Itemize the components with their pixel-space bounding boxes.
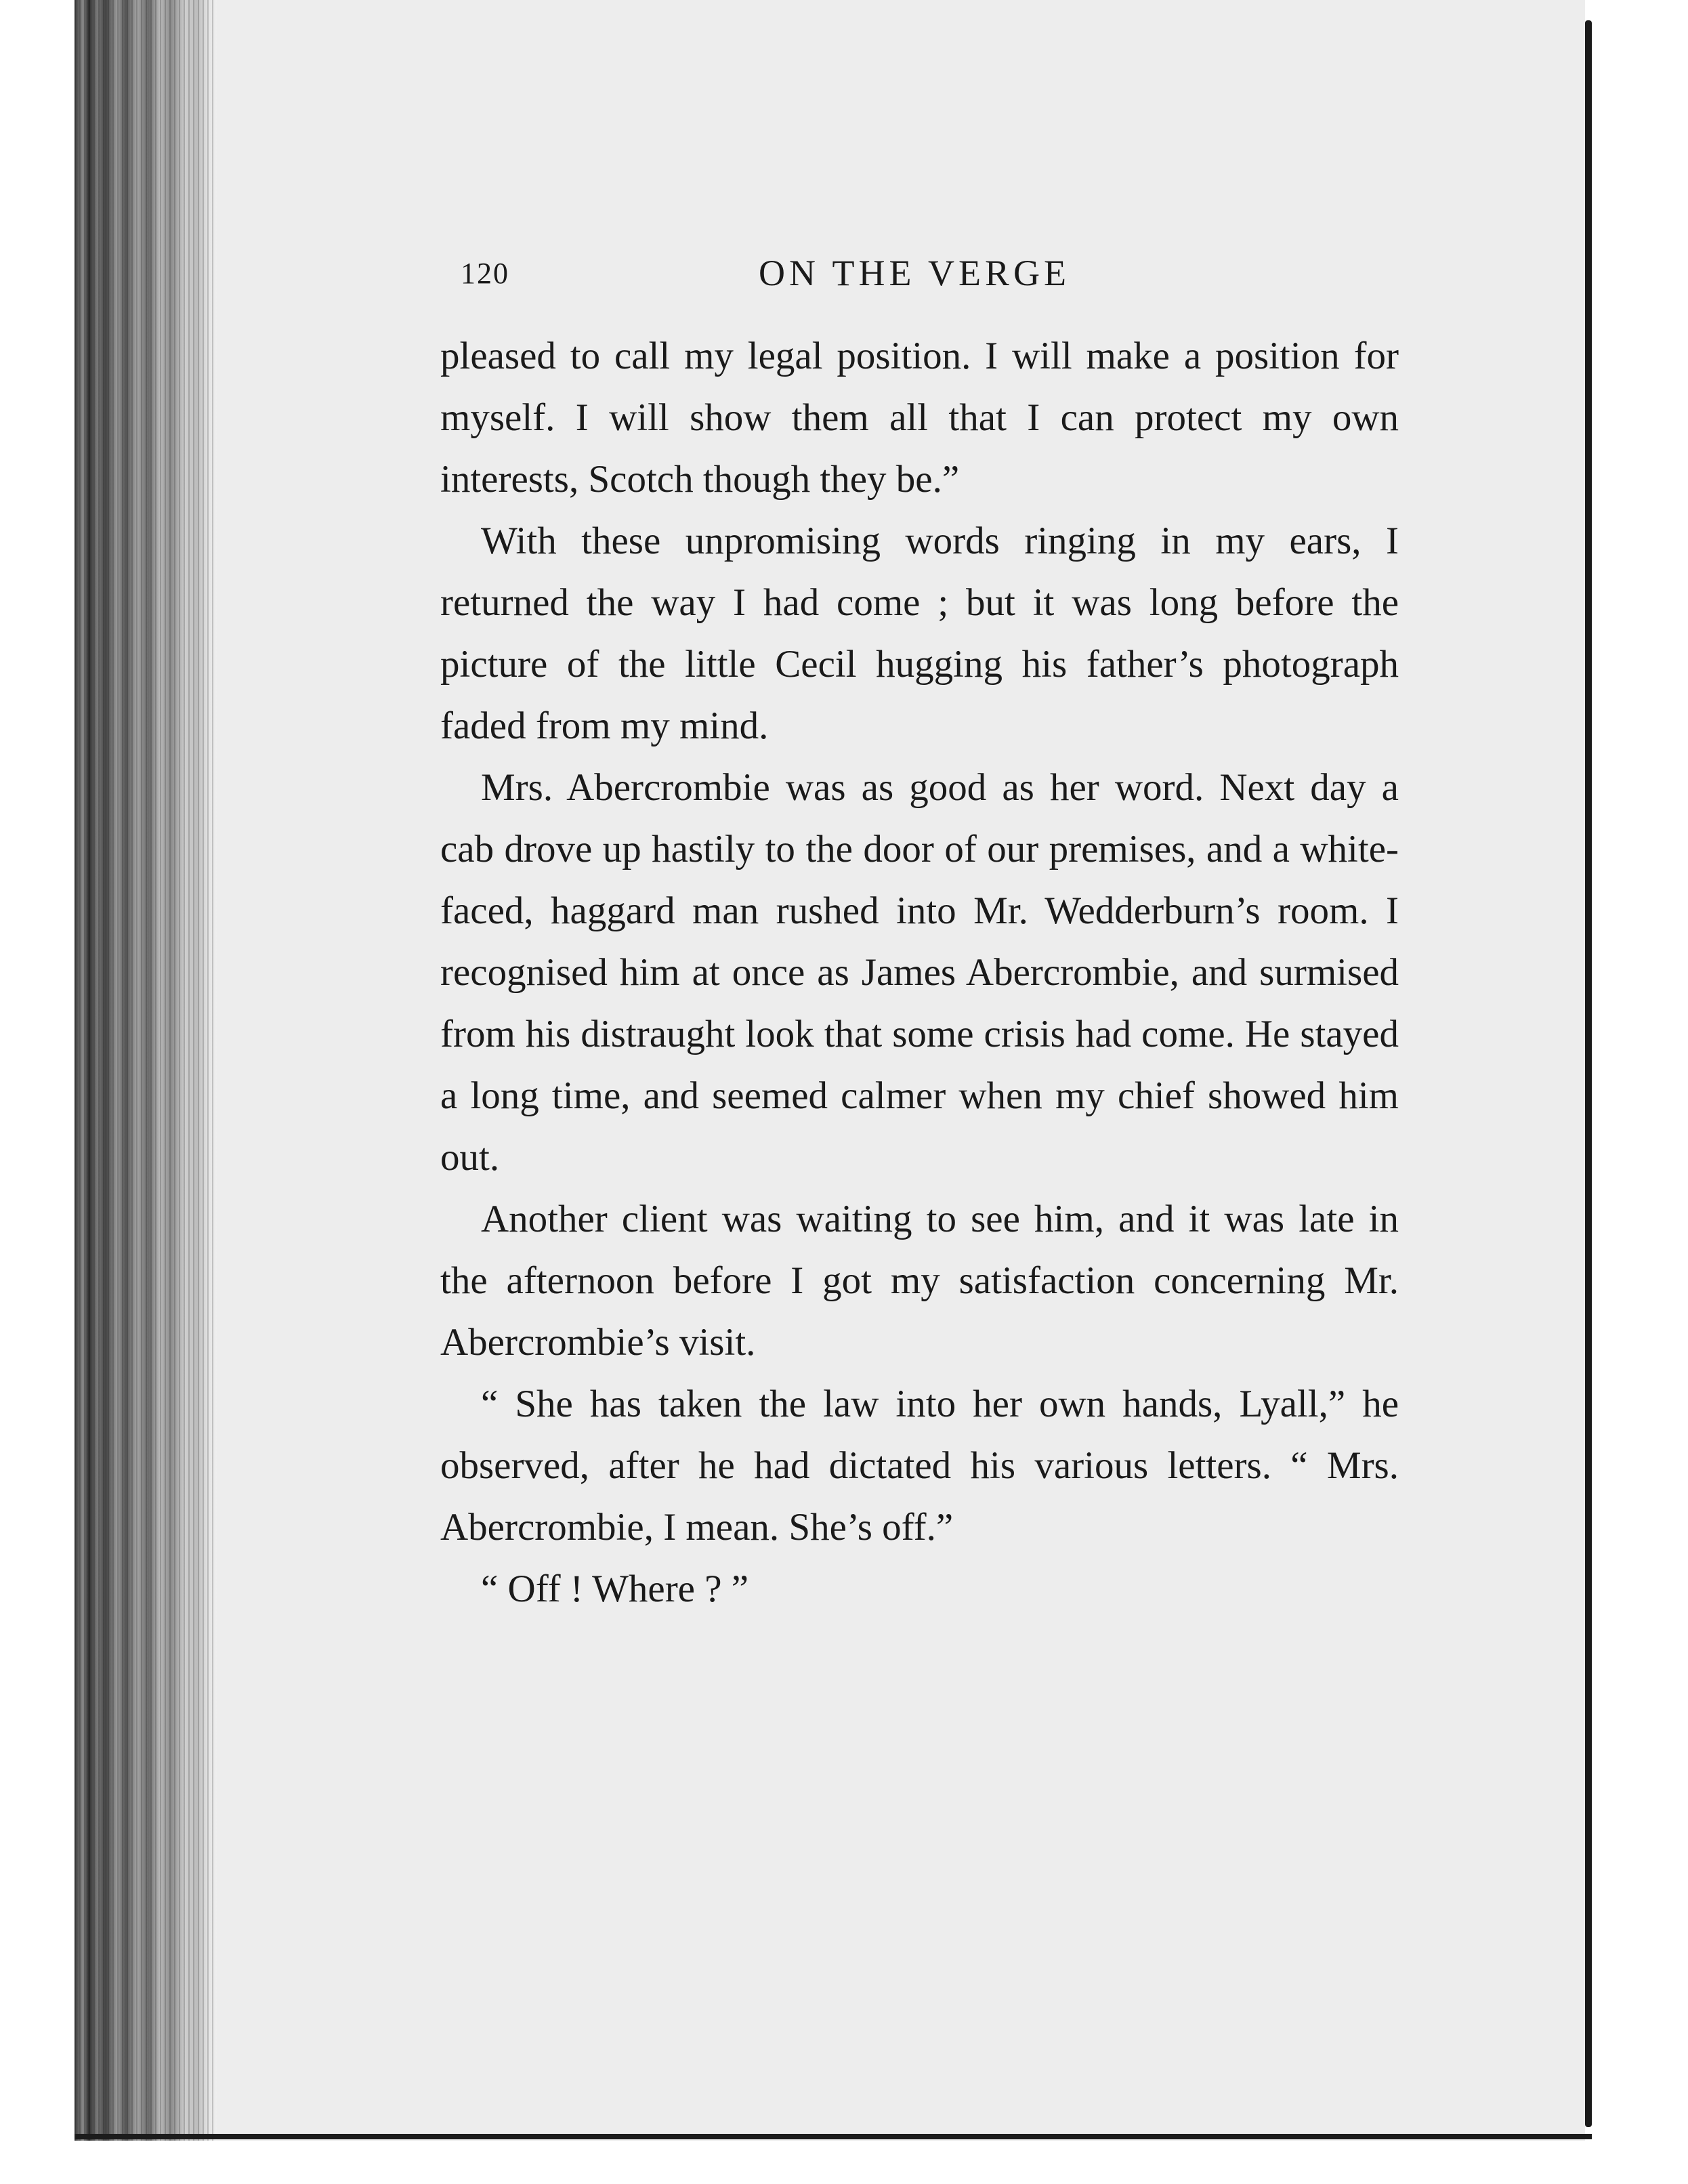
page-number: 120: [461, 257, 509, 290]
page-right-edge: [1585, 20, 1592, 2127]
body-text: [440, 325, 1399, 1620]
paragraph: Mrs. Abercrombie was as good as her word. Next day a cab drove up hastily to the door of our premises, and a white-faced, haggard man rushed into Mr. Wedderburn’s room. I recognised him at once as James Abercrombie, and surmised from his distraught look that some crisis had come. He stayed a long time, and seemed calmer when my chief showed him out.: [440, 766, 1399, 1179]
running-title: ON THE VERGE: [759, 253, 1070, 293]
paragraph: Another client was waiting to see him, and it was late in the afternoon before I got my satisfaction concerning Mr. Abercrombie’s visit.: [440, 1198, 1399, 1364]
running-header: [461, 252, 1395, 299]
outer-margin: [1592, 0, 1688, 2184]
page-edges: [75, 0, 217, 2141]
paragraph: With these unpromising words ringing in my ears, I returned the way I had come ; but it was long before the picture of the little Cecil hugging his father’s photograph faded from my mind.: [440, 520, 1399, 747]
paragraph: pleased to call my legal position. I will make a position for myself. I will show them all that I can protect my own interests, Scotch though they be.”: [440, 335, 1399, 501]
page-bottom-edge: [75, 2134, 1592, 2139]
paragraph: “ She has taken the law into her own hands, Lyall,” he observed, after he had dictated his various letters. “ Mrs. Abercrombie, I mean. She’s off.”: [440, 1383, 1399, 1549]
paragraph: “ Off ! Where ? ”: [481, 1568, 749, 1610]
